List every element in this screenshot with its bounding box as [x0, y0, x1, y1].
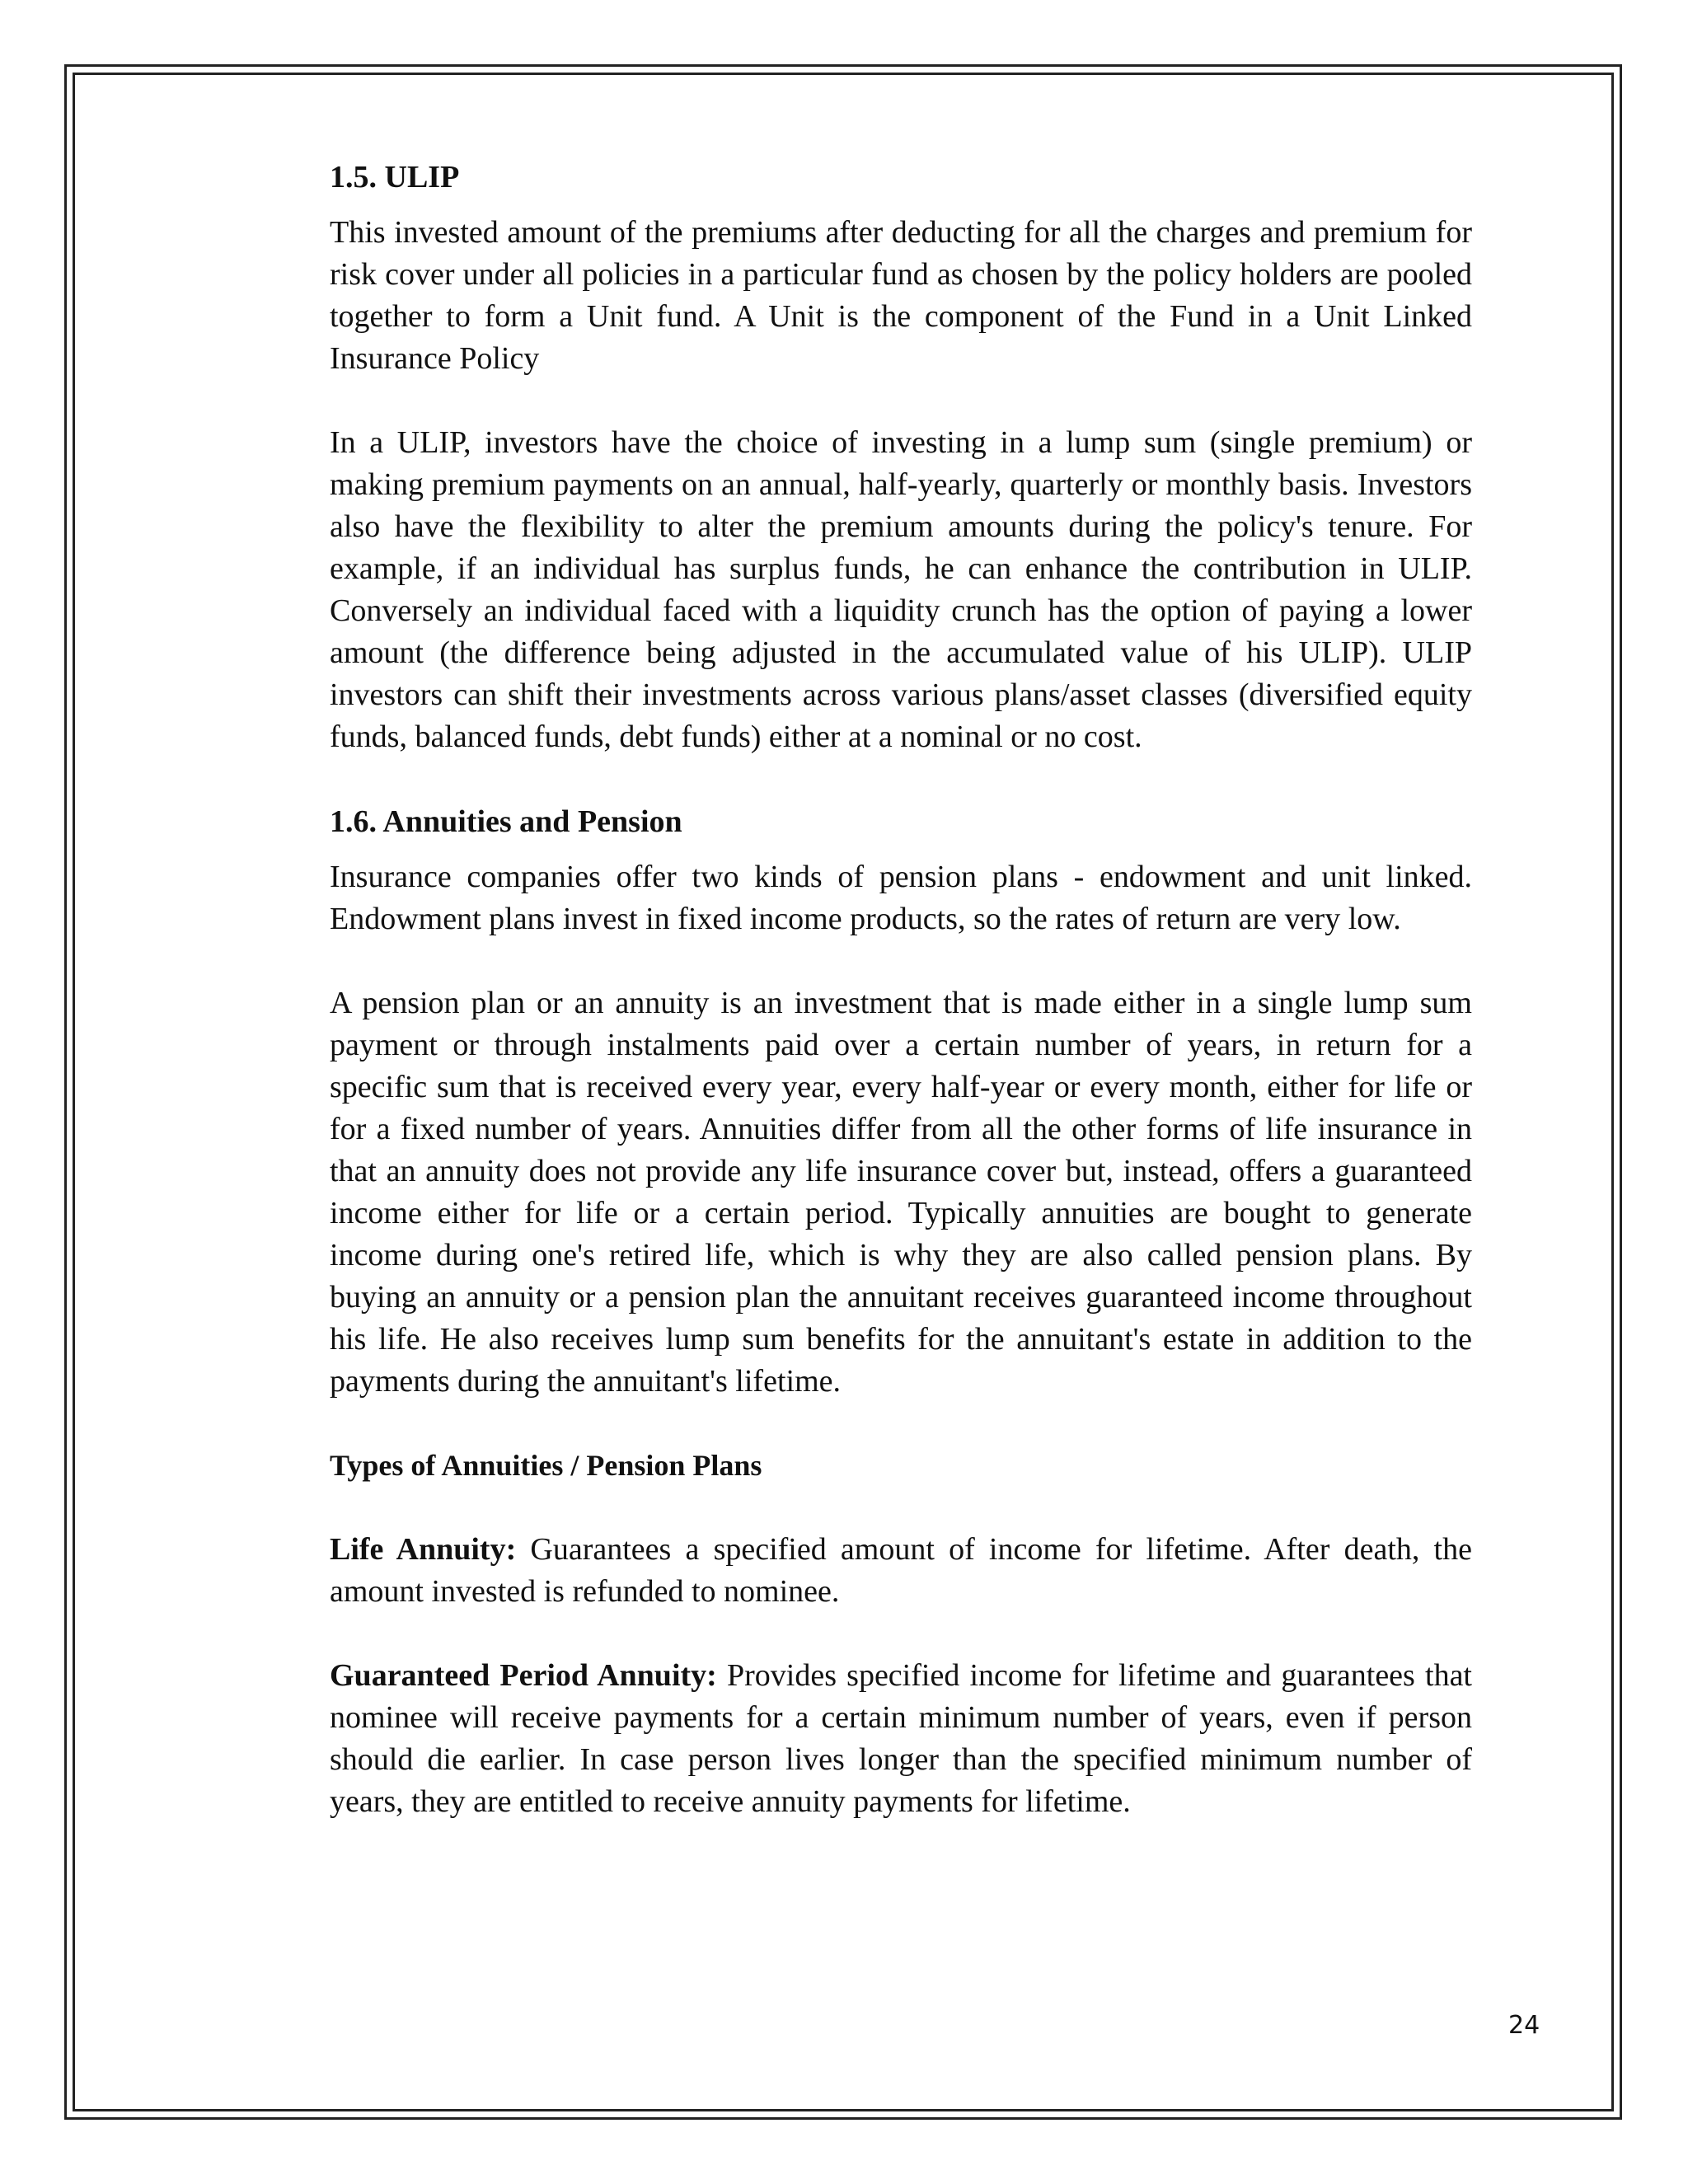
ulip-paragraph-1: This invested amount of the premiums after deducting for all the charges and premium for risk cover under all policies in a particular fund as chosen by the policy holders are pooled together to form a Unit fund. A Unit is the component of the Fund in a Unit Linked Insurance Policy [330, 215, 1472, 376]
spacer [330, 1487, 1472, 1529]
page-number: 24 [1508, 2011, 1540, 2040]
spacer [330, 380, 1472, 422]
life-annuity-paragraph [330, 1529, 1472, 1613]
spacer [330, 940, 1472, 982]
life-annuity-text: Guarantees a specified amount of income for lifetime. After death, the amount invested is refunded to nominee. [330, 1532, 1472, 1609]
annuities-heading: 1.6. Annuities and Pension [330, 804, 682, 839]
ulip-paragraph-2: In a ULIP, investors have the choice of investing in a lump sum (single premium) or making premium payments on an annual, half-yearly, quarterly or monthly basis. Investors also have the flexibility to alter the premium amounts during the policy's tenure. For example, if an individual has surplus funds, he can enhance the contribution in ULIP. Conversely an individual faced with a liquidity crunch has the option of paying a lower amount (the difference being adjusted in the accumulated value of his ULIP). ULIP investors can shift their investments across various plans/asset classes (diversified equity funds, balanced funds, debt funds) either at a nominal or no cost. [330, 425, 1472, 754]
guaranteed-period-annuity-text: Provides specified income for lifetime and guarantees that nominee will receive payments for a certain minimum number of years, even if person should die earlier. In case person lives longer than the specified minimum number of years, they are entitled to receive annuity payments for lifetime. [330, 1658, 1472, 1819]
spacer [330, 843, 1472, 856]
ulip-heading: 1.5. ULIP [330, 160, 460, 194]
annuities-paragraph-2: A pension plan or an annuity is an investment that is made either in a single lump sum payment or through instalments paid over a certain number of years, in return for a specific sum that is received every year, every half-year or every month, either for life or for a fixed number of years. Annuities differ from all the other forms of life insurance in that an annuity does not provide any life insurance cover but, instead, offers a guaranteed income either for life or a certain period. Typically annuities are bought to generate income during one's retired life, which is why they are also called pension plans. By buying an annuity or a pension plan the annuitant receives guaranteed income throughout his life. He also receives lump sum benefits for the annuitant's estate in addition to the payments during the annuitant's lifetime. [330, 986, 1472, 1399]
spacer [330, 199, 1472, 212]
annuity-types-heading: Types of Annuities / Pension Plans [330, 1449, 762, 1482]
guaranteed-period-annuity-paragraph [330, 1655, 1472, 1823]
spacer [330, 1613, 1472, 1655]
spacer [330, 758, 1472, 801]
page-content [330, 157, 1472, 1823]
annuities-paragraph-1: Insurance companies offer two kinds of pension plans - endowment and unit linked. Endowment plans invest in fixed income products, so the rates of return are very low. [330, 860, 1472, 936]
spacer [330, 1403, 1472, 1445]
life-annuity-label: Life Annuity: [330, 1532, 517, 1567]
guaranteed-period-annuity-label: Guaranteed Period Annuity: [330, 1658, 717, 1693]
